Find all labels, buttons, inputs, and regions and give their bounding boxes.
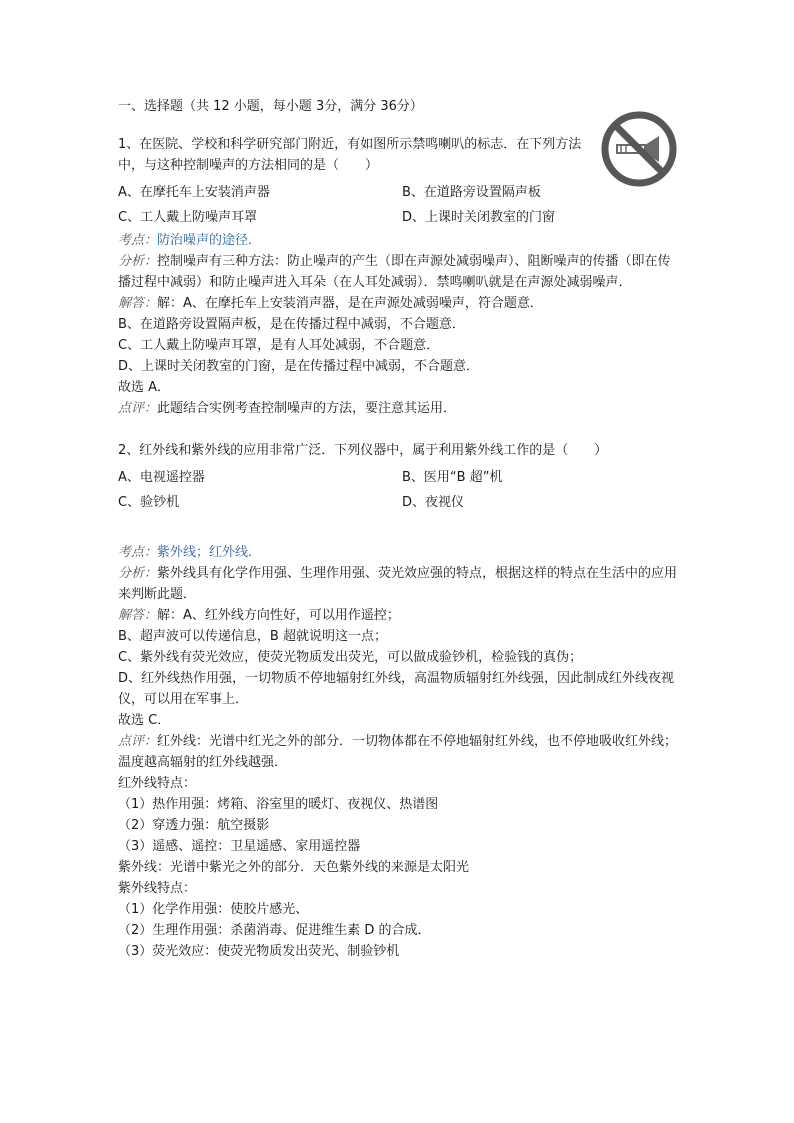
question-stem: 2、红外线和紫外线的应用非常广泛．下列仪器中，属于利用紫外线工作的是（ ） bbox=[118, 443, 608, 458]
fenxi-label: 分析： bbox=[118, 566, 158, 581]
option-a: A、电视遥控器 bbox=[118, 470, 205, 485]
jieda-label: 解答： bbox=[118, 608, 158, 623]
kaodian-label: 考点： bbox=[118, 545, 158, 560]
option-list bbox=[118, 467, 678, 513]
note-line: （2）穿透力强：航空摄影 bbox=[118, 818, 270, 833]
note-line: 紫外线特点： bbox=[118, 881, 197, 896]
note-line: （3）荧光效应：使荧光物质发出荧光、制验钞机 bbox=[118, 944, 400, 959]
question-stem: 1、在医院、学校和科学研究部门附近，有如图所示禁鸣喇叭的标志．在下列方法中，与这种控制噪声的方法相同的是（ ） bbox=[118, 137, 582, 173]
answer-line: 故选 C． bbox=[118, 713, 171, 728]
option-c: C、验钞机 bbox=[118, 495, 180, 510]
dianping-label: 点评： bbox=[118, 401, 158, 416]
jieda-label: 解答： bbox=[118, 296, 158, 311]
jieda-line: B、在道路旁设置隔声板，是在传播过程中减弱，不合题意． bbox=[118, 317, 465, 332]
fenxi bbox=[118, 251, 678, 293]
dianping-text: 红外线：光谱中红光之外的部分．一切物体都在不停地辐射红外线，也不停地吸收红外线；温度越高辐射的红外线越强． bbox=[118, 734, 678, 770]
dianping-text: 此题结合实例考查控制噪声的方法，要注意其运用． bbox=[157, 401, 457, 416]
jieda-line: 解：A、红外线方向性好，可以用作遥控； bbox=[157, 608, 400, 623]
dianping bbox=[118, 398, 678, 419]
kaodian bbox=[118, 542, 678, 563]
option-list bbox=[118, 182, 678, 228]
option-c: C、工人戴上防噪声耳罩 bbox=[118, 210, 258, 225]
jieda-line: B、超声波可以传递信息，B 超就说明这一点； bbox=[118, 629, 387, 644]
option-a: A、在摩托车上安装消声器 bbox=[118, 185, 270, 200]
answer-line: 故选 A． bbox=[118, 380, 171, 395]
note-line: （3）遥感、遥控：卫星遥感、家用遥控器 bbox=[118, 839, 361, 854]
fenxi-text: 控制噪声有三种方法：防止噪声的产生（即在声源处减弱噪声）、阻断噪声的传播（即在传播过程中减弱）和防止噪声进入耳朵（在人耳处减弱）．禁鸣喇叭就是在声源处减弱噪声． bbox=[118, 254, 671, 290]
jieda-line: C、紫外线有荧光效应，使荧光物质发出荧光，可以做成验钞机，检验钱的真伪； bbox=[118, 650, 583, 665]
fenxi-text: 紫外线具有化学作用强、生理作用强、荧光效应强的特点，根据这样的特点在生活中的应用来判断此题． bbox=[118, 566, 678, 602]
fenxi-label: 分析： bbox=[118, 254, 158, 269]
question-2 bbox=[118, 440, 678, 962]
note-line: （1）化学作用强：使胶片感光、 bbox=[118, 902, 309, 917]
section-title: 一、选择题（共 12 小题，每小题 3分，满分 36分） bbox=[118, 99, 423, 114]
note-line: （1）热作用强：烤箱、浴室里的暖灯、夜视仪、热谱图 bbox=[118, 797, 439, 812]
jieda-line: D、上课时关闭教室的门窗，是在传播过程中减弱，不合题意． bbox=[118, 359, 480, 374]
fenxi bbox=[118, 563, 678, 605]
option-b: B、医用“B 超”机 bbox=[402, 470, 503, 485]
jieda-line: D、红外线热作用强，一切物质不停地辐射红外线，高温物质辐射红外线强，因此制成红外线夜视仪，可以用在军事上． bbox=[118, 671, 675, 707]
note-line: （2）生理作用强：杀菌消毒、促进维生素 D 的合成． bbox=[118, 923, 431, 938]
dianping bbox=[118, 731, 678, 773]
option-d: D、上课时关闭教室的门窗 bbox=[402, 210, 556, 225]
jieda bbox=[118, 605, 678, 626]
dianping-label: 点评： bbox=[118, 734, 158, 749]
option-d: D、夜视仪 bbox=[402, 495, 465, 510]
document-page bbox=[118, 96, 678, 962]
kaodian-label: 考点： bbox=[118, 233, 158, 248]
kaodian bbox=[118, 230, 678, 251]
kaodian-value: 紫外线；红外线． bbox=[157, 545, 262, 560]
option-b: B、在道路旁设置隔声板 bbox=[402, 185, 541, 200]
note-line: 红外线特点： bbox=[118, 776, 197, 791]
kaodian-value: 防治噪声的途径． bbox=[157, 233, 262, 248]
jieda-line: 解：A、在摩托车上安装消声器，是在声源处减弱噪声，符合题意． bbox=[157, 296, 543, 311]
jieda bbox=[118, 293, 678, 314]
note-line: 紫外线：光谱中紫光之外的部分．天色紫外线的来源是太阳光 bbox=[118, 860, 470, 875]
question-1 bbox=[118, 134, 678, 419]
jieda-line: C、工人戴上防噪声耳罩，是有人耳处减弱，不合题意． bbox=[118, 338, 440, 353]
